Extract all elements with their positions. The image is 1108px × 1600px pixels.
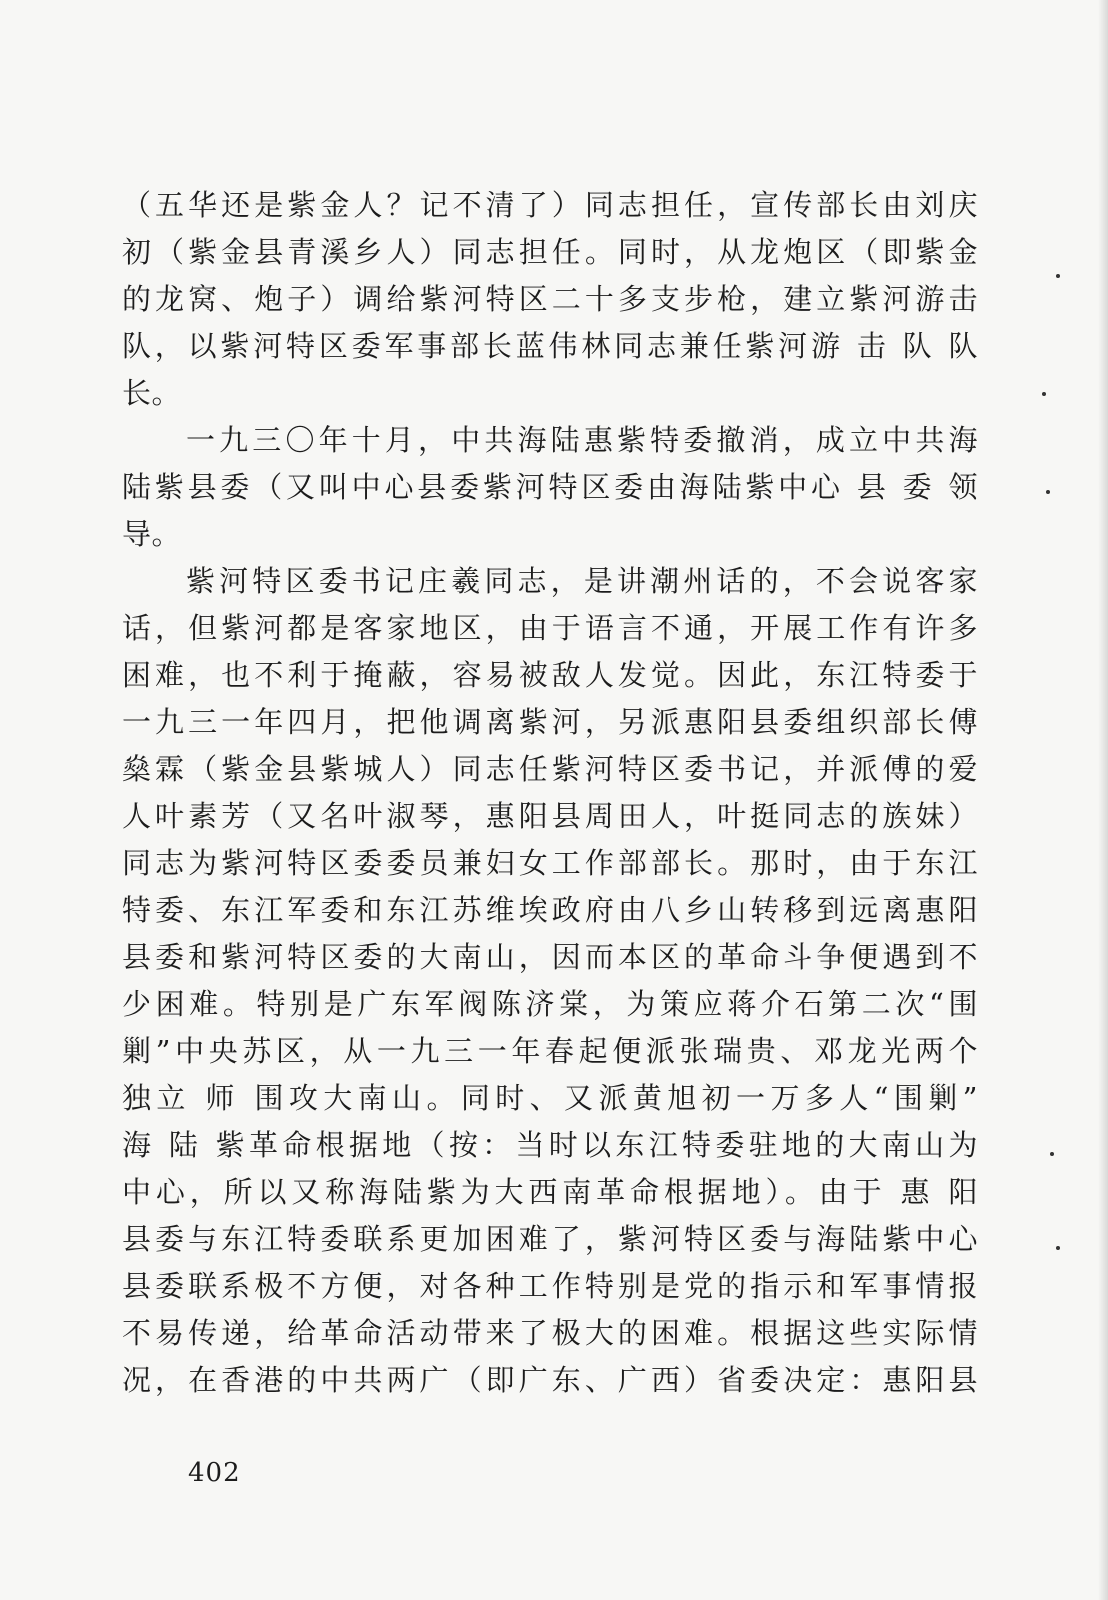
text-line: 队，以紫河特区委军事部长蓝伟林同志兼任紫河游 击 队 队 xyxy=(122,329,978,363)
text-line: 燊霖（紫金县紫城人）同志任紫河特区委书记，并派傅的爱 xyxy=(122,752,978,786)
text-line: 剿”中央苏区，从一九三一年春起便派张瑞贵、邓龙光两个 xyxy=(122,1034,978,1068)
text-line: 导。 xyxy=(122,517,182,551)
text-line: 况，在香港的中共两广（即广东、广西）省委决定：惠阳县 xyxy=(122,1363,978,1397)
text-line: 海 陆 紫革命根据地（按：当时以东江特委驻地的大南山为 xyxy=(122,1128,978,1162)
text-line: 独立 师 围攻大南山。同时、又派黄旭初一万多人“围剿” xyxy=(122,1081,978,1115)
paragraph-start-line: 一九三〇年十月，中共海陆惠紫特委撤消，成立中共海 xyxy=(186,423,978,457)
text-line: 同志为紫河特区委委员兼妇女工作部部长。那时，由于东江 xyxy=(122,846,978,880)
text-line: 人叶素芳（又名叶淑琴，惠阳县周田人，叶挺同志的族妹） xyxy=(122,799,978,833)
text-line: 陆紫县委（又叫中心县委紫河特区委由海陆紫中心 县 委 领 xyxy=(122,470,978,504)
text-line: 少困难。特别是广东军阀陈济棠，为策应蒋介石第二次“围 xyxy=(122,987,978,1021)
scan-speck xyxy=(1046,490,1050,494)
scan-speck xyxy=(1050,1152,1054,1156)
scan-speck xyxy=(1056,274,1060,278)
text-line: 县委联系极不方便，对各种工作特别是党的指示和军事情报 xyxy=(122,1269,978,1303)
text-line: 不易传递，给革命活动带来了极大的困难。根据这些实际情 xyxy=(122,1316,978,1350)
text-line: 中心，所以又称海陆紫为大西南革命根据地）。由于 惠 阳 xyxy=(122,1175,978,1209)
scan-speck xyxy=(1042,392,1046,396)
text-line: 困难，也不利于掩蔽，容易被敌人发觉。因此，东江特委于 xyxy=(122,658,978,692)
text-line: 长。 xyxy=(122,376,182,410)
paragraph-start-line: 紫河特区委书记庄羲同志，是讲潮州话的，不会说客家 xyxy=(186,564,978,598)
text-line: 县委和紫河特区委的大南山，因而本区的革命斗争便遇到不 xyxy=(122,940,978,974)
text-line: 县委与东江特委联系更加困难了，紫河特区委与海陆紫中心 xyxy=(122,1222,978,1256)
text-line: （五华还是紫金人？记不清了）同志担任，宣传部长由刘庆 xyxy=(122,188,978,222)
scan-speck xyxy=(1056,1246,1060,1250)
text-line: 一九三一年四月，把他调离紫河，另派惠阳县委组织部长傅 xyxy=(122,705,978,739)
page-edge-shadow xyxy=(1098,0,1108,1600)
page-number: 402 xyxy=(188,1458,241,1488)
text-line: 的龙窝、炮子）调给紫河特区二十多支步枪，建立紫河游击 xyxy=(122,282,978,316)
body-text xyxy=(122,182,978,1404)
text-line: 初（紫金县青溪乡人）同志担任。同时，从龙炮区（即紫金 xyxy=(122,235,978,269)
text-line: 特委、东江军委和东江苏维埃政府由八乡山转移到远离惠阳 xyxy=(122,893,978,927)
text-line: 话，但紫河都是客家地区，由于语言不通，开展工作有许多 xyxy=(122,611,978,645)
